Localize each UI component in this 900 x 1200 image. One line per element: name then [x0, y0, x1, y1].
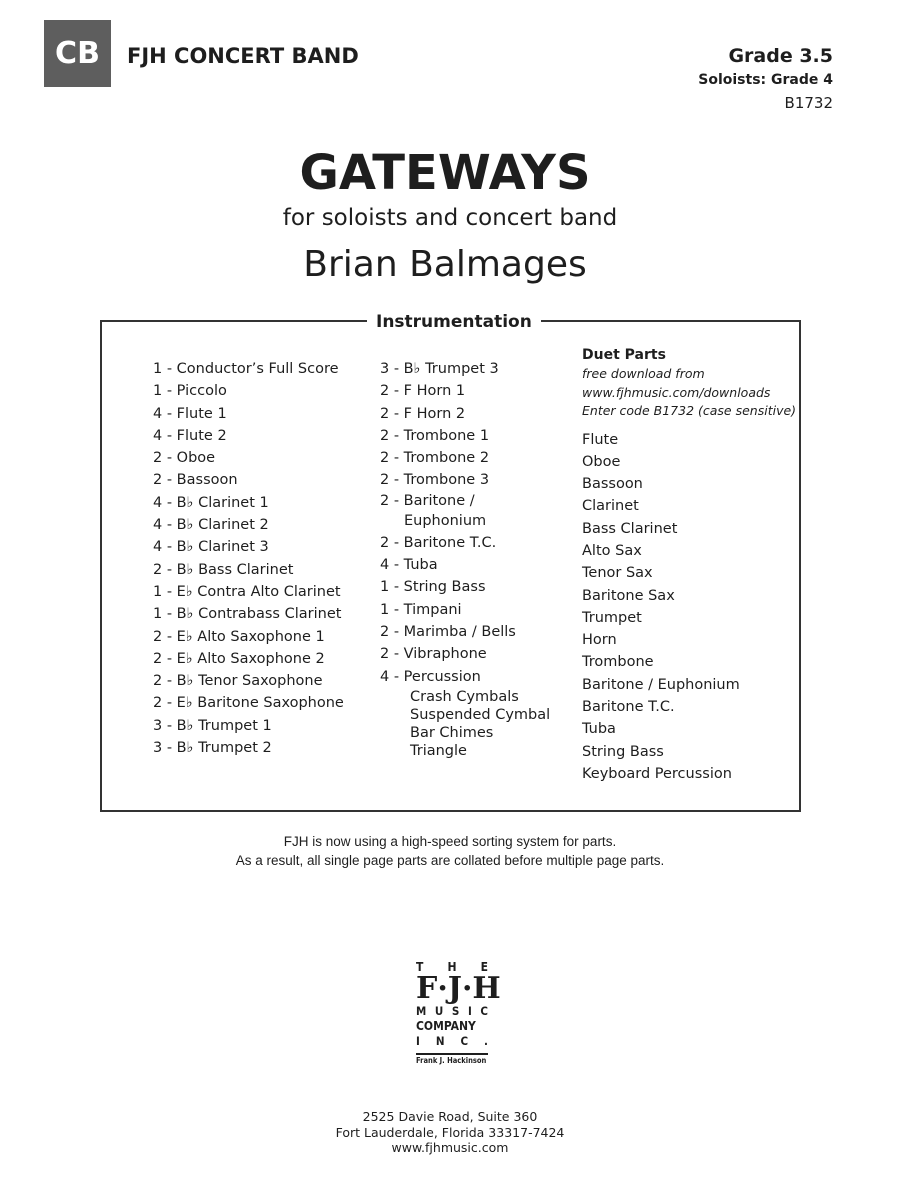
list-item: 2 - B♭ Tenor Saxophone — [153, 673, 323, 690]
logo-letter: . — [484, 1034, 488, 1048]
logo-letter: · — [437, 971, 448, 1006]
composer-name: Brian Balmages — [303, 244, 587, 285]
logo-signature: Frank J. Hackinson — [416, 1056, 487, 1065]
logo-letter: S — [451, 1004, 460, 1018]
list-item-continuation: Euphonium — [404, 512, 487, 529]
logo-letter: H — [472, 971, 501, 1006]
list-item: 4 - B♭ Clarinet 2 — [153, 517, 269, 534]
logo-letter: N — [435, 1034, 445, 1048]
list-item: 3 - B♭ Trumpet 3 — [380, 361, 499, 377]
logo-letter: J — [447, 971, 462, 1006]
duet-part-item: Bassoon — [582, 476, 643, 493]
instrumentation-column-1 — [153, 358, 344, 759]
list-item: 2 - Trombone 3 — [380, 472, 490, 489]
list-item: 2 - Bassoon — [153, 472, 238, 489]
list-item: 2 - E♭ Baritone Saxophone — [153, 695, 344, 712]
list-item: 4 - B♭ Clarinet 1 — [153, 494, 269, 511]
list-item: 3 - B♭ Trumpet 2 — [153, 740, 272, 757]
duet-part-item: Oboe — [582, 453, 621, 470]
logo-letter: C — [460, 1034, 469, 1048]
percussion-item: Bar Chimes — [410, 724, 494, 741]
logo-letter: I — [416, 1034, 420, 1048]
duet-part-item: Alto Sax — [582, 542, 642, 559]
list-item: 2 - Baritone T.C. — [380, 534, 497, 551]
list-item: 1 - E♭ Contra Alto Clarinet — [153, 583, 341, 600]
duet-parts-heading: Duet Parts — [582, 347, 666, 363]
list-item: 1 - String Bass — [380, 579, 486, 596]
percussion-item: Crash Cymbals — [410, 688, 519, 705]
logo-letter: F — [416, 971, 438, 1006]
publisher-address — [0, 1109, 900, 1156]
logo-letter: · — [461, 971, 473, 1006]
list-item: 2 - F Horn 1 — [380, 383, 466, 400]
piece-subtitle: for soloists and concert band — [282, 205, 618, 231]
list-item: 2 - Marimba / Bells — [380, 623, 516, 640]
list-item: 2 - E♭ Alto Saxophone 1 — [153, 628, 325, 645]
duet-part-item: Horn — [582, 632, 617, 649]
list-item: 2 - F Horn 2 — [380, 405, 466, 422]
list-item: 2 - Oboe — [153, 450, 216, 467]
logo-company-text: COMPANY — [416, 1019, 476, 1033]
duet-parts-column — [582, 346, 796, 785]
logo-letter: E — [480, 960, 488, 974]
list-item: 2 - Trombone 1 — [380, 427, 490, 444]
duet-part-item: Tenor Sax — [582, 565, 653, 582]
piece-title: GATEWAYS — [299, 145, 591, 201]
notice-line: As a result, all single page parts are collated before multiple page parts. — [235, 853, 665, 868]
percussion-item: Suspended Cymbal — [410, 706, 551, 723]
grade-label: Grade 3.5 — [728, 45, 833, 67]
duet-part-item: Keyboard Percussion — [582, 765, 732, 782]
instrumentation-title: Instrumentation — [367, 312, 541, 332]
duet-part-item: Baritone T.C. — [582, 699, 675, 716]
sorting-notice — [0, 832, 900, 870]
address-line: Fort Lauderdale, Florida 33317-7424 — [335, 1124, 565, 1140]
duet-part-item: String Bass — [582, 743, 664, 760]
list-item: 1 - Piccolo — [153, 383, 227, 400]
list-item: 4 - B♭ Clarinet 3 — [153, 539, 269, 556]
duet-download-url: www.fjhmusic.com/downloads — [582, 384, 771, 400]
percussion-item: Triangle — [410, 742, 467, 759]
duet-part-item: Flute — [582, 431, 619, 448]
notice-line: FJH is now using a high-speed sorting system for parts. — [283, 834, 617, 849]
list-item: 2 - Trombone 2 — [380, 450, 490, 467]
cb-badge: CB — [44, 20, 111, 87]
list-item: 4 - Tuba — [380, 557, 438, 574]
list-item: 4 - Percussion — [380, 668, 481, 685]
list-item: 4 - Flute 2 — [153, 427, 227, 444]
duet-part-item: Tuba — [582, 721, 616, 738]
logo-letter: I — [467, 1004, 472, 1018]
address-line: 2525 Davie Road, Suite 360 — [362, 1109, 538, 1124]
catalog-code: B1732 — [784, 94, 833, 112]
duet-note-line: free download from — [582, 366, 705, 381]
duet-part-item: Trumpet — [582, 609, 642, 626]
logo-letter: H — [447, 960, 457, 974]
duet-part-item: Baritone Sax — [582, 587, 675, 604]
duet-part-item: Trombone — [582, 654, 654, 671]
instrumentation-column-2 — [380, 358, 550, 760]
logo-letter: U — [434, 1004, 444, 1018]
logo-letter: M — [416, 1004, 427, 1018]
duet-code-line: Enter code B1732 (case sensitive) — [582, 403, 797, 418]
series-name: FJH CONCERT BAND — [127, 44, 359, 68]
list-item: 1 - Conductor’s Full Score — [153, 361, 339, 377]
fjh-logo — [416, 960, 501, 1067]
list-item: 3 - B♭ Trumpet 1 — [153, 717, 272, 734]
list-item: 2 - Baritone / — [380, 492, 475, 509]
list-item: 2 - Vibraphone — [380, 646, 487, 663]
list-item: 2 - E♭ Alto Saxophone 2 — [153, 650, 325, 667]
logo-letter: C — [480, 1004, 488, 1018]
list-item: 1 - B♭ Contrabass Clarinet — [153, 606, 342, 623]
logo-letter: T — [416, 960, 424, 974]
list-item: 4 - Flute 1 — [153, 405, 227, 422]
website-link[interactable]: www.fjhmusic.com — [391, 1140, 509, 1155]
duet-part-item: Clarinet — [582, 498, 639, 515]
list-item: 1 - Timpani — [380, 601, 462, 618]
duet-part-item: Baritone / Euphonium — [582, 676, 740, 693]
list-item: 2 - B♭ Bass Clarinet — [153, 561, 294, 578]
soloists-grade-label: Soloists: Grade 4 — [698, 72, 833, 88]
duet-part-item: Bass Clarinet — [582, 520, 678, 537]
